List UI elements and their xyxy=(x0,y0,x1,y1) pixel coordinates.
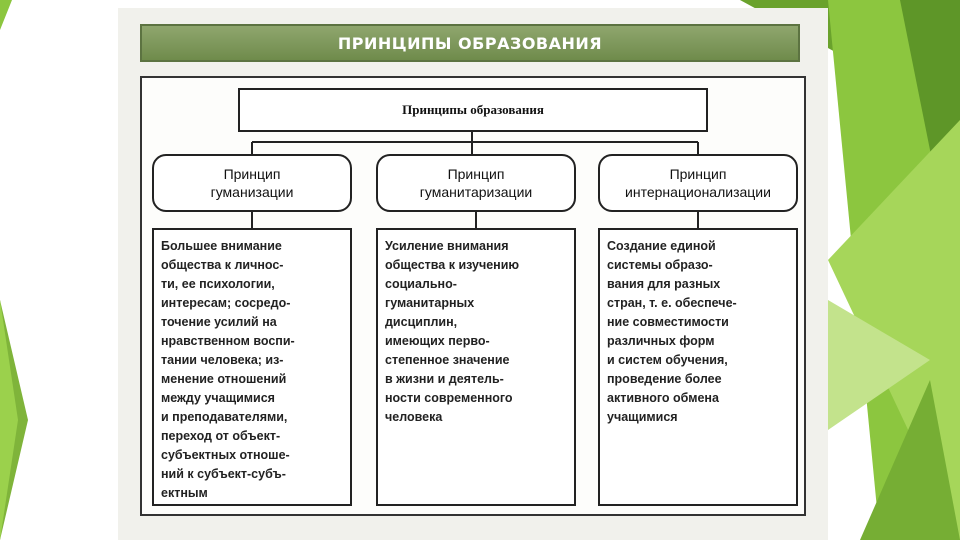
description-line: точение усилий на xyxy=(161,315,277,329)
description-line: ние совместимости xyxy=(607,315,729,329)
principle-title-line: Принцип xyxy=(669,166,727,182)
description-line: и систем обучения, xyxy=(607,353,728,367)
description-line: в жизни и деятель- xyxy=(385,372,504,386)
description-line: нравственном воспи- xyxy=(161,334,295,348)
description-line: активного обмена xyxy=(607,391,719,405)
principle-node-internationalization xyxy=(598,154,798,212)
description-line: учащимися xyxy=(607,410,678,424)
principle-title-line: интернационализации xyxy=(625,184,771,200)
principle-title-line: гуманизации xyxy=(210,184,294,200)
description-line: имеющих перво- xyxy=(385,334,490,348)
description-internationalization xyxy=(598,228,798,506)
description-line: вания для разных xyxy=(607,277,721,291)
description-line: Создание единой xyxy=(607,239,716,253)
description-line: ний к субъект-субъ- xyxy=(161,467,286,481)
description-line: интересам; сосредо- xyxy=(161,296,291,310)
description-line: степенное значение xyxy=(385,353,510,367)
description-line: тании человека; из- xyxy=(161,353,284,367)
title-bar xyxy=(140,24,800,62)
slide-title: ПРИНЦИПЫ ОБРАЗОВАНИЯ xyxy=(337,33,603,53)
description-line: дисциплин, xyxy=(385,315,458,329)
description-line: субъектных отноше- xyxy=(161,448,290,462)
left-triangle-light xyxy=(0,300,18,540)
description-line: Большее внимание xyxy=(161,239,282,253)
description-line: ектным xyxy=(161,486,208,500)
left-top-triangle xyxy=(0,0,12,30)
principle-node-humanization xyxy=(152,154,352,212)
description-line: общества к личнос- xyxy=(161,258,284,272)
description-line: проведение более xyxy=(607,372,722,386)
description-line: Усиление внимания xyxy=(385,239,509,253)
description-line: социально- xyxy=(385,277,457,291)
description-line: переход от объект- xyxy=(161,429,281,443)
description-line: и преподавателями, xyxy=(161,410,288,424)
description-line: менение отношений xyxy=(161,372,287,386)
description-line: между учащимися xyxy=(161,391,275,405)
description-line: ти, ее психологии, xyxy=(161,277,275,291)
principle-title-line: Принцип xyxy=(223,166,281,182)
description-line: человека xyxy=(385,410,443,424)
description-line: различных форм xyxy=(607,334,715,348)
principles-diagram xyxy=(140,76,806,516)
root-node: Принципы образования xyxy=(238,88,708,132)
description-line: ности современного xyxy=(385,391,513,405)
principle-title-line: Принцип xyxy=(447,166,505,182)
description-line: гуманитарных xyxy=(385,296,475,310)
description-line: системы образо- xyxy=(607,258,713,272)
principle-node-humanitarization xyxy=(376,154,576,212)
description-line: стран, т. е. обеспече- xyxy=(607,296,737,310)
description-humanitarization xyxy=(376,228,576,506)
principle-title-line: гуманитаризации xyxy=(419,184,533,200)
description-line: общества к изучению xyxy=(385,258,520,272)
description-humanization xyxy=(152,228,352,506)
